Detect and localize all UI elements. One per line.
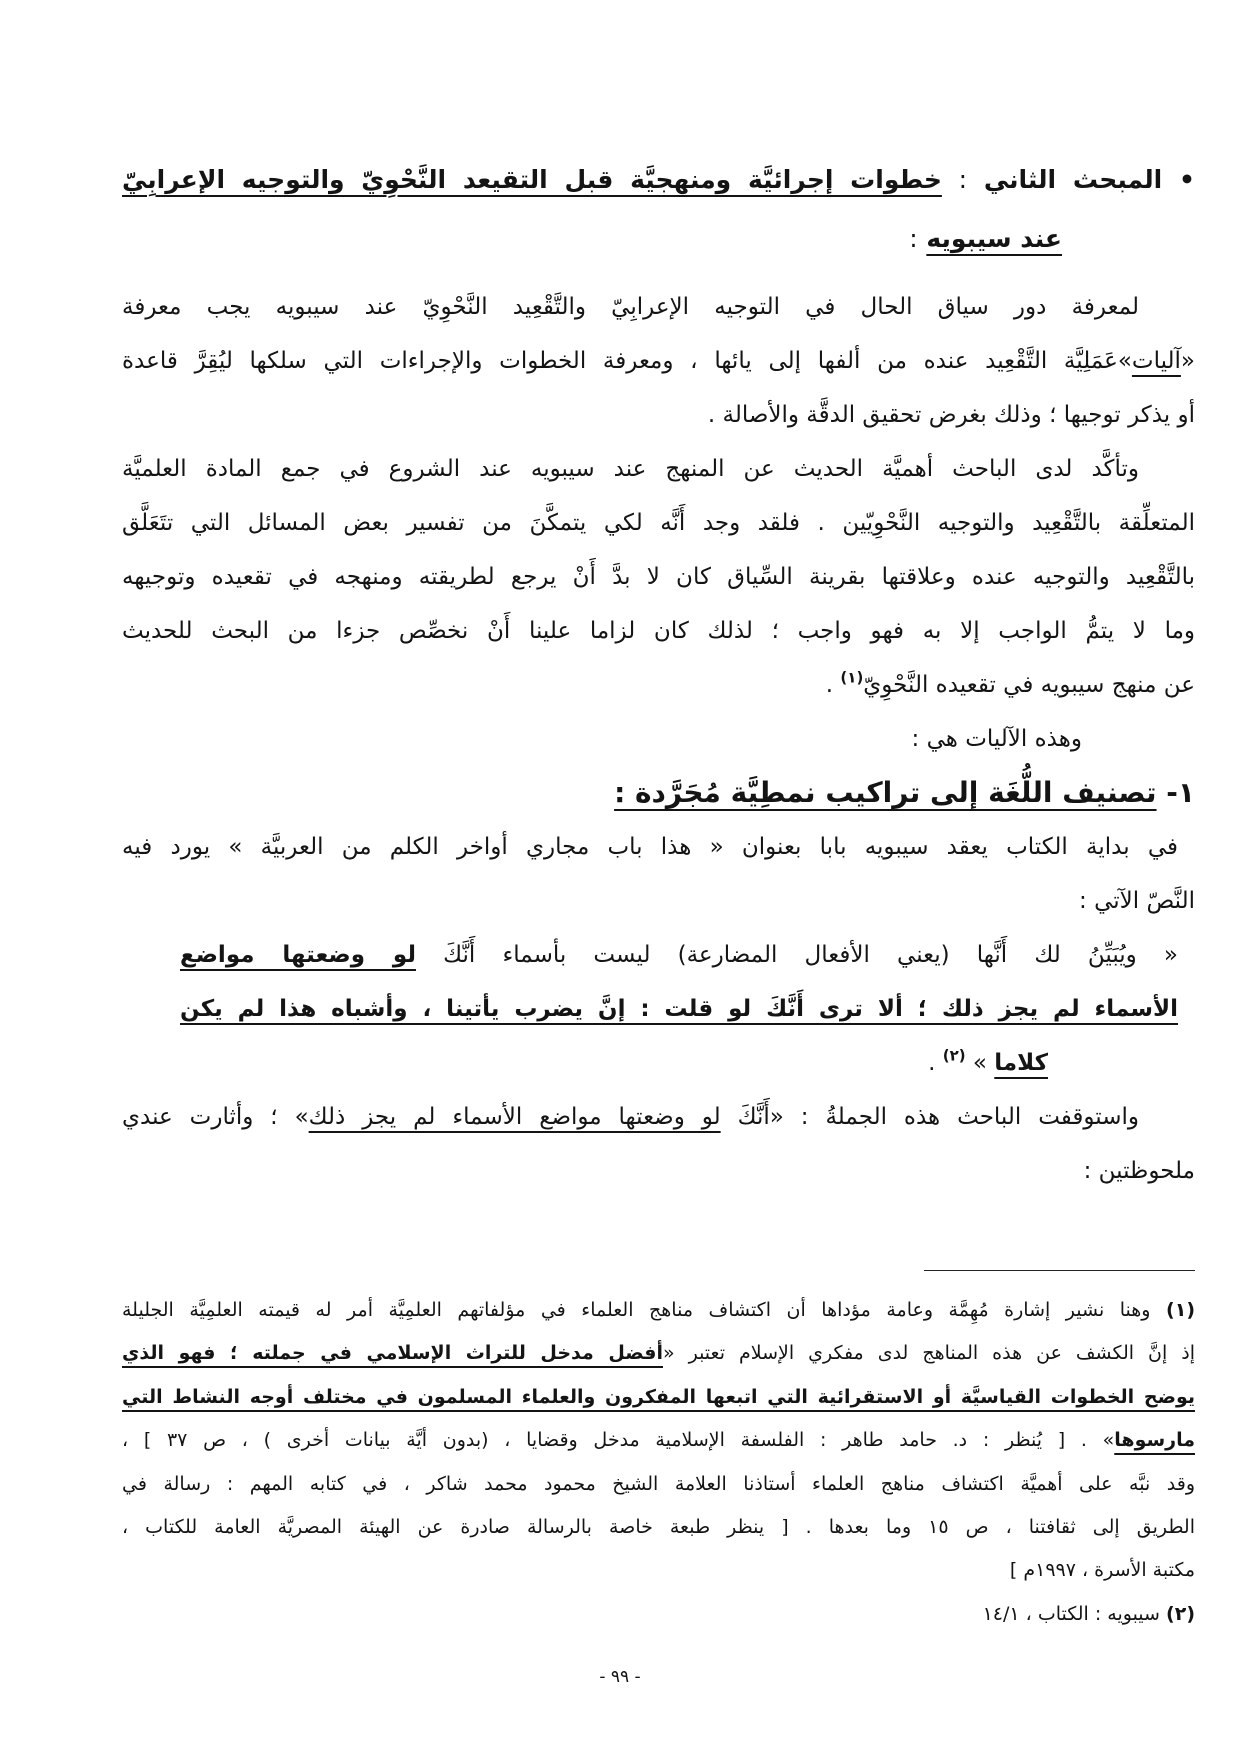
para3-line1: في بداية الكتاب يعقد سيبويه بابا بعنوان « هذا باب مجاري أواخر الكلم من العربيَّة » يورد فيه: [122, 834, 1178, 860]
section-title-line-2: عند سيبويه: [926, 224, 1062, 253]
heading-line-1: [122, 150, 1195, 209]
heading-line-2: [122, 209, 1195, 268]
para4-line1-underlined: لو وضعتها مواضع الأسماء لم يجز ذلك: [308, 1104, 721, 1130]
page-number: - ٩٩ -: [599, 1667, 641, 1687]
para4-line1-tail: ؛ وأثارت عندي: [122, 1104, 278, 1130]
bullet-icon: •: [1179, 165, 1195, 194]
quote-open-mark: «: [1180, 348, 1195, 374]
mechanisms-intro: وهذه الآليات هي :: [911, 726, 1082, 752]
fn1-marker: (١): [1166, 1299, 1195, 1321]
heading-separator: :: [958, 165, 968, 194]
para4-line2: ملحوظتين :: [1083, 1158, 1195, 1184]
body-text: [122, 280, 1195, 1198]
fn2: [122, 1593, 1195, 1636]
quote-line2: [122, 982, 1195, 1036]
fn1-line4-text: » . [ يُنظر : د. حامد طاهر : الفلسفة الإسلامية مدخل وقضايا ، (بدون أيَّة بيانات أخرى ) ، ص ٣٧ ] ،: [122, 1429, 1115, 1452]
para2-line5: [122, 658, 1195, 712]
subheading: [122, 766, 1195, 820]
section-title-line-1: خطوات إجرائيَّة ومنهجيَّة قبل التقيعد النَّحْوِيّ والتوجيه الإعرابِيّ: [122, 165, 942, 194]
fn2-marker: (٢): [1166, 1602, 1195, 1625]
quote-line1-emphasis: لو وضعتها مواضع: [180, 942, 416, 968]
para1-line3: أو يذكر توجيها ؛ وذلك بغرض تحقيق الدقَّة والأصالة .: [707, 402, 1195, 428]
fn1-line2-emphasis: أفضل مدخل للتراث الإسلامي في جملته ؛ فهو الذي: [122, 1342, 663, 1365]
fn1-line5: وقد نبَّه على أهميَّة اكتشاف مناهج العلماء أستاذنا العلامة الشيخ محمود محمد شاكر ، في كتابه المهم : رسالة في: [122, 1472, 1195, 1495]
fn1-line4: [122, 1419, 1195, 1462]
para4-line1: [122, 1090, 1195, 1144]
fn1-line1-text: وهنا نشير إشارة مُهِمَّة وعامة مؤداها أن اكتشاف مناهج العلماء في مؤلفاتهم العلمِيَّة أمر له قيمته العلمِيَّة الجليلة: [122, 1299, 1151, 1321]
para4-line1-lead: واستوقفت الباحث هذه الجملةُ : «أَنَّكَ: [737, 1104, 1140, 1130]
heading-end-colon: :: [909, 224, 918, 253]
fn1-line3: [122, 1376, 1195, 1419]
para2-line2: المتعلِّقة بالتَّقْعِيد والتوجيه النَّحْوِيّين . فلقد وجد أَنَّه لكي يتمكَّنَ من تفسير بعض المسائل التي تتَعَلَّق: [122, 510, 1195, 536]
para4-close-mark: »: [294, 1104, 309, 1130]
quote-line3: [122, 1036, 1195, 1090]
subheading-number: ١-: [1166, 776, 1195, 809]
footnotes: [122, 1289, 1195, 1636]
fn1-line1: [122, 1289, 1195, 1332]
quote-line3-end: .: [928, 1050, 936, 1076]
quote-line2-emphasis: الأسماء لم يجز ذلك ؛ ألا ترى أَنَّكَ لو قلت : إنَّ يضرب يأتينا ، وأشباه هذا لم يكن: [180, 996, 1178, 1022]
para3-line2: النَّصّ الآتي :: [1079, 888, 1195, 914]
fn2-text: سيبويه : الكتاب ، ١٤/١: [982, 1602, 1160, 1625]
para1-line2-text: عَمَلِيَّة التَّقْعِيد عنده من ألفها إلى يائها ، ومعرفة الخطوات والإجراءات التي سلكها ليُقِرَّ قاعدة: [122, 348, 1118, 374]
para1-line2: [122, 334, 1195, 388]
para2-line5-end: .: [825, 672, 834, 698]
quote-line1: [122, 928, 1195, 982]
para2-line3: بالتَّقْعِيد والتوجيه عنده وعلاقتها بقرينة السِّياق كان لا بدَّ أَنْ يرجع لطريقته ومنهجه في تقعيده وتوجيهه: [122, 564, 1195, 590]
subheading-title: تصنيف اللُّغَة إلى تراكيب نمطِيَّة مُجَرَّدة :: [614, 776, 1157, 809]
fn1-line6: الطريق إلى ثقافتنا ، ص ١٥ وما بعدها . [ ينظر طبعة خاصة بالرسالة صادرة عن الهيئة المصريَّة العامة للكتاب ،: [122, 1516, 1195, 1539]
para2-line4: وما لا يتمُّ الواجب إلا به فهو واجب ؛ لذلك كان لزاما علينا أَنْ نخصِّص جزءا من البحث للحديث: [122, 618, 1195, 644]
fn1-line2: [122, 1332, 1195, 1375]
para2-line1: وتأكَّد لدى الباحث أهميَّة الحديث عن المنهج عند سيبويه عند الشروع في جمع المادة العلميَّة: [122, 456, 1139, 482]
quote-close-mark: »: [972, 1050, 987, 1076]
para2-line5-text: عن منهج سيبويه في تقعيده النَّحْوِيّ: [863, 672, 1195, 698]
fn1-line4-emphasis: مارسوها: [1114, 1429, 1196, 1452]
fn1-line3-emphasis: يوضح الخطوات القياسيَّة أو الاستقرائية التي اتبعها المفكرون والعلماء المسلمون في مختلف أوجه النشاط التي: [122, 1385, 1195, 1408]
quote-line1-text: « ويُبَيِّنُ لك أَنَّها (يعني الأفعال المضارعة) ليست بأسماء أَنَّكَ: [443, 942, 1178, 968]
fn1-line7: مكتبة الأسرة ، ١٩٩٧م ]: [1009, 1559, 1195, 1582]
para1-line1: لمعرفة دور سياق الحال في التوجيه الإعرابِيّ والتَّقْعِيد النَّحْوِيّ عند سيبويه يجب معرفة: [122, 294, 1139, 320]
footnote-separator: [924, 1270, 1195, 1271]
footnote-ref-1: (١): [840, 668, 864, 687]
term-mechanisms: آليات: [1131, 348, 1181, 374]
section-label: المبحث الثاني: [983, 165, 1163, 194]
section-heading: [122, 150, 1195, 268]
footnote-ref-2: (٢): [942, 1046, 966, 1065]
quote-close-mark: »: [1117, 348, 1132, 374]
fn1-line2-text: إذ إنَّ الكشف عن هذه المناهج لدى مفكري الإسلام تعتبر «: [662, 1342, 1195, 1365]
quote-line3-emphasis: كلاما: [994, 1050, 1048, 1076]
